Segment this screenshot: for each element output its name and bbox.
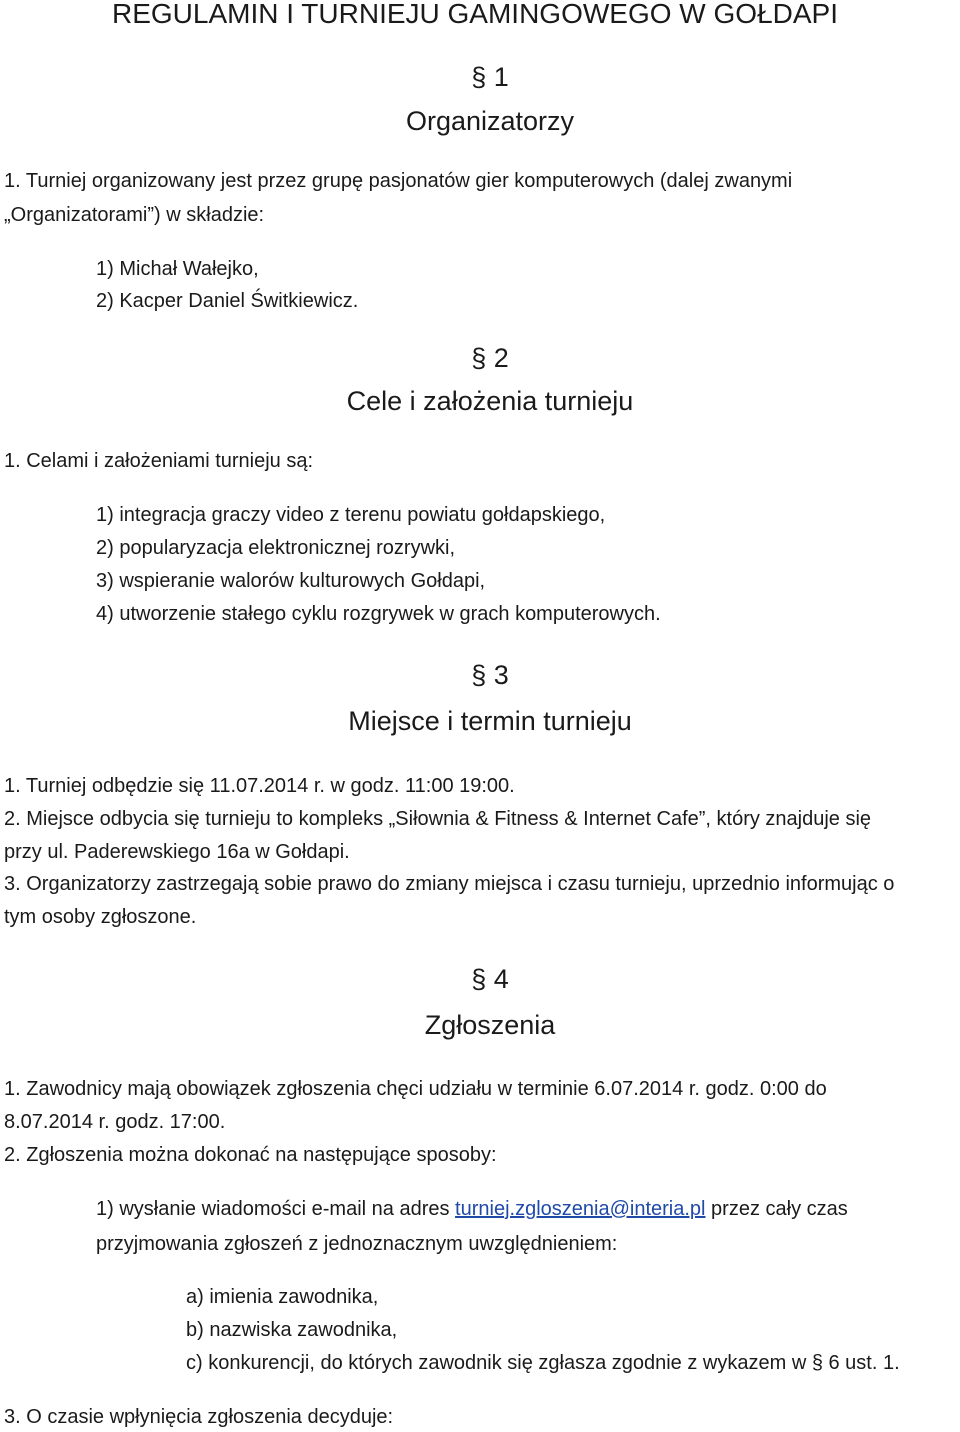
- organizer-item: 2) Kacper Daniel Świtkiewicz.: [96, 290, 359, 312]
- section-1-intro-line-2: „Organizatorami”) w składzie:: [4, 204, 265, 226]
- document-title: REGULAMIN I TURNIEJU GAMINGOWEGO W GOŁDAPI: [112, 0, 838, 29]
- section-2-intro: 1. Celami i założeniami turnieju są:: [4, 450, 314, 472]
- section-4-heading: Zgłoszenia: [424, 1010, 556, 1040]
- section-3-line: 2. Miejsce odbycia się turnieju to kompleks „Siłownia & Fitness & Internet Cafe”, który znajduje się: [4, 808, 872, 830]
- section-2-number: § 2: [471, 343, 509, 373]
- method-1-suffix: przez cały czas: [705, 1198, 848, 1220]
- required-field-item: c) konkurencji, do których zawodnik się zgłasza zgodnie z wykazem w § 6 ust. 1.: [186, 1352, 900, 1374]
- goal-item: 3) wspieranie walorów kulturowych Gołdapi,: [96, 570, 486, 592]
- section-2-heading: Cele i założenia turnieju: [346, 386, 634, 416]
- section-3-line: przy ul. Paderewskiego 16a w Gołdapi.: [4, 841, 350, 863]
- section-3-line: tym osoby zgłoszone.: [4, 906, 197, 928]
- section-3-heading: Miejsce i termin turnieju: [348, 706, 632, 736]
- section-4-number: § 4: [471, 964, 509, 994]
- section-4-last-line: 3. O czasie wpłynięcia zgłoszenia decyduje:: [4, 1406, 394, 1428]
- section-4-line: 1. Zawodnicy mają obowiązek zgłoszenia chęci udziału w terminie 6.07.2014 r. godz. 0:00 do: [4, 1078, 827, 1100]
- goal-item: 2) popularyzacja elektronicznej rozrywki,: [96, 537, 456, 559]
- section-4-line: 8.07.2014 r. godz. 17:00.: [4, 1111, 226, 1133]
- section-1-number: § 1: [471, 62, 509, 92]
- section-3-line: 3. Organizatorzy zastrzegają sobie prawo do zmiany miejsca i czasu turnieju, uprzednio informując o: [4, 873, 895, 895]
- registration-method-1: [96, 1198, 848, 1221]
- email-link[interactable]: turniej.zgloszenia@interia.pl: [455, 1198, 706, 1220]
- goal-item: 4) utworzenie stałego cyklu rozgrywek w grach komputerowych.: [96, 603, 661, 625]
- required-field-item: b) nazwiska zawodnika,: [186, 1319, 398, 1341]
- goal-item: 1) integracja graczy video z terenu powiatu gołdapskiego,: [96, 504, 606, 526]
- registration-method-1-line-2: przyjmowania zgłoszeń z jednoznacznym uwzględnieniem:: [96, 1233, 618, 1255]
- section-3-line: 1. Turniej odbędzie się 11.07.2014 r. w godz. 11:00 19:00.: [4, 775, 515, 797]
- method-1-prefix: 1) wysłanie wiadomości e-mail na adres: [96, 1198, 456, 1220]
- section-1-intro-line-1: 1. Turniej organizowany jest przez grupę pasjonatów gier komputerowych (dalej zwanymi: [4, 170, 793, 192]
- section-3-number: § 3: [471, 660, 509, 690]
- organizer-item: 1) Michał Wałejko,: [96, 258, 259, 280]
- section-1-heading: Organizatorzy: [405, 106, 575, 136]
- section-4-line: 2. Zgłoszenia można dokonać na następujące sposoby:: [4, 1144, 497, 1166]
- required-field-item: a) imienia zawodnika,: [186, 1286, 379, 1308]
